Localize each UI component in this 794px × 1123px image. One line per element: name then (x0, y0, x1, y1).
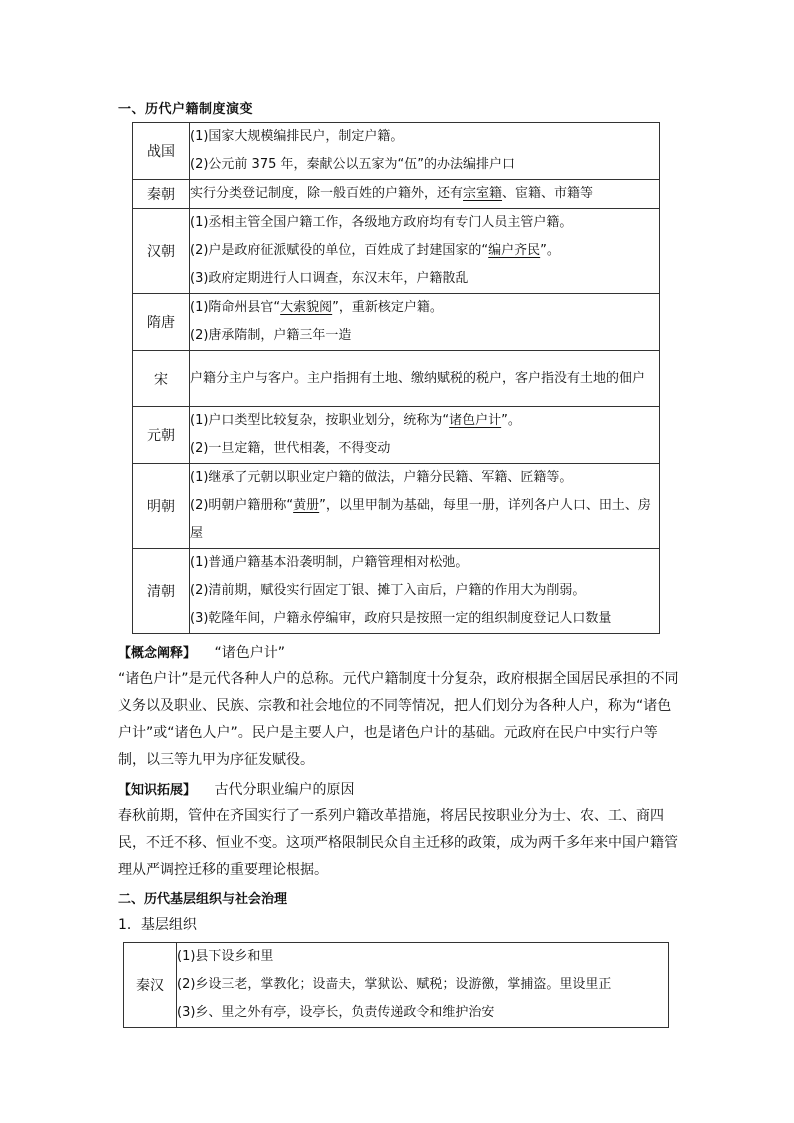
content-line (190, 492, 659, 548)
table-row (133, 464, 660, 549)
knowledge-text: 春秋前期，管仲在齐国实行了一系列户籍改革措施，将居民按职业分为士、农、工、商四民，不迁不移、恒业不变。这项严格限制民众自主迁移的政策，成为两千多年来中国户籍管理从严调控迁移的重要理论根据。 (118, 808, 678, 878)
era-cell: 隋唐 (133, 294, 190, 351)
era-cell: 宋 (133, 351, 190, 407)
content-cell (190, 209, 660, 294)
section2-subheading: 1．基层组织 (118, 917, 197, 933)
content-line (190, 322, 659, 350)
content-line (190, 435, 659, 463)
content-cell (190, 407, 660, 464)
content-cell (190, 464, 660, 549)
content-cell (190, 180, 660, 209)
key-term: 宗室籍 (463, 186, 503, 201)
knowledge-heading (118, 777, 682, 804)
text-segment: (2)公元前 375 年，秦献公以五家为“伍”的办法编排户口 (190, 157, 515, 172)
table-row (133, 180, 660, 209)
text-segment: (2)一旦定籍，世代相袭，不得变动 (190, 441, 391, 456)
text-segment: (3)政府定期进行人口调查，东汉末年，户籍散乱 (190, 271, 469, 286)
era-cell: 元朝 (133, 407, 190, 464)
text-segment: 户籍分主户与客户。主户指拥有土地、缴纳赋税的税户，客户指没有土地的佃户 (190, 370, 646, 386)
text-segment: ”，重新核定户籍。 (332, 300, 443, 315)
text-segment: ”。 (501, 413, 521, 428)
knowledge-title: 古代分职业编户的原因 (214, 782, 355, 798)
concept-heading (118, 640, 682, 667)
table-row (133, 123, 660, 180)
content-line (190, 123, 659, 151)
era-cell: 秦朝 (133, 180, 190, 209)
text-segment: (1)普通户籍基本沿袭明制，户籍管理相对松弛。 (190, 555, 469, 570)
content-line (177, 971, 668, 999)
content-line (190, 180, 659, 208)
text-segment: (2)明朝户籍册称“ (190, 498, 294, 513)
content-line (190, 407, 659, 435)
table-row (133, 407, 660, 464)
content-line (190, 549, 659, 577)
text-segment: (3)乡、里之外有亭，设亭长，负责传递政令和维护治安 (177, 1005, 495, 1020)
table-row (133, 549, 660, 634)
text-segment: (2)唐承隋制，户籍三年一造 (190, 328, 352, 343)
content-line (190, 605, 659, 633)
text-segment: (1)国家大规模编排民户，制定户籍。 (190, 129, 404, 144)
content-line (190, 237, 659, 265)
table-row (133, 294, 660, 351)
text-segment: (3)乾隆年间，户籍永停编审，政府只是按照一定的组织制度登记人口数量 (190, 611, 612, 626)
content-line (177, 943, 668, 971)
text-segment: (1)丞相主管全国户籍工作，各级地方政府均有专门人员主管户籍。 (190, 215, 573, 230)
content-cell (190, 351, 660, 407)
era-cell: 战国 (133, 123, 190, 180)
section2-heading: 二、历代基层组织与社会治理 (118, 892, 288, 907)
content-line (190, 294, 659, 322)
content-cell (190, 294, 660, 351)
era-cell: 清朝 (133, 549, 190, 634)
text-segment: ”。 (540, 243, 560, 258)
key-term: 编户齐民 (488, 243, 541, 258)
content-cell (190, 549, 660, 634)
key-term: 黄册 (293, 498, 320, 513)
household-registration-table (132, 122, 660, 634)
text-segment: (1)隋命州县官“ (190, 300, 281, 315)
text-segment: 实行分类登记制度，除一般百姓的户籍外，还有 (190, 186, 464, 201)
content-line (190, 577, 659, 605)
concept-text: “诸色户计”是元代各种人户的总称。元代户籍制度十分复杂，政府根据全国居民承担的不同义务以及职业、民族、宗教和社会地位的不同等情况，把人们划分为各种人户，称为“诸色户计”或“诸色人户”。民户是主要人户，也是诸色户计的基础。元政府在民户中实行户等制，以三等九甲为序征发赋役。 (118, 671, 679, 768)
text-segment: (1)县下设乡和里 (177, 949, 274, 964)
text-segment: (1)继承了元朝以职业定户籍的做法，户籍分民籍、军籍、匠籍等。 (190, 470, 573, 485)
section1-heading: 一、历代户籍制度演变 (118, 102, 254, 117)
content-line (190, 464, 659, 492)
concept-tag: 【概念阐释】 (118, 646, 197, 661)
text-segment: (2)乡设三老，掌教化；设啬夫，掌狱讼、赋税；设游徼，掌捕盗。里设里正 (177, 977, 612, 992)
table-row (133, 351, 660, 407)
concept-title: “诸色户计” (214, 645, 285, 661)
table-row (133, 209, 660, 294)
era-cell: 秦汉 (124, 943, 177, 1028)
text-segment: ”，以里甲制为基础，每里一册，详列各户人口、田土、房屋 (190, 498, 651, 541)
content-line (190, 209, 659, 237)
content-line (190, 365, 659, 393)
content-line (190, 265, 659, 293)
content-cell (177, 943, 669, 1028)
knowledge-tag: 【知识拓展】 (118, 783, 197, 798)
content-line (177, 999, 668, 1027)
content-line (190, 151, 659, 179)
key-term: 诸色户计 (449, 413, 502, 428)
era-cell: 明朝 (133, 464, 190, 549)
grassroots-organization-table (123, 942, 669, 1028)
text-segment: (1)户口类型比较复杂，按职业划分，统称为“ (190, 413, 450, 428)
text-segment: (2)清前期，赋役实行固定丁银、摊丁入亩后，户籍的作用大为削弱。 (190, 583, 586, 598)
text-segment: 、宦籍、市籍等 (502, 186, 594, 201)
key-term: 大索貌阅 (280, 300, 333, 315)
era-cell: 汉朝 (133, 209, 190, 294)
content-cell (190, 123, 660, 180)
table-row (124, 943, 669, 1028)
text-segment: (2)户是政府征派赋役的单位，百姓成了封建国家的“ (190, 243, 489, 258)
